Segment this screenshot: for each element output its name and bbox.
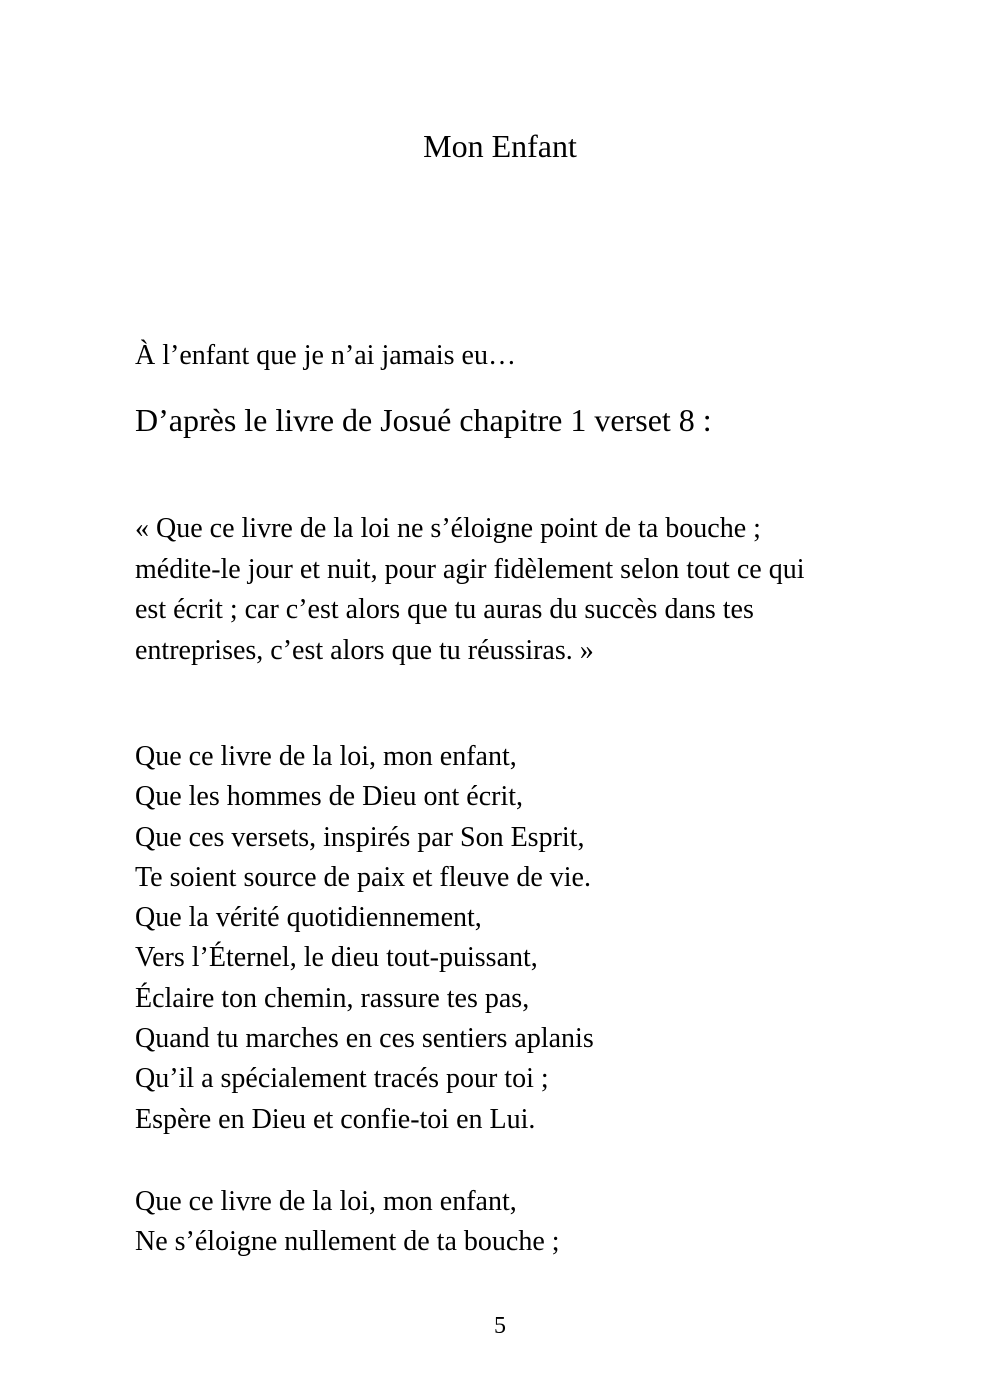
quote-line: entreprises, c’est alors que tu réussiras. » xyxy=(135,634,594,666)
page-title: Mon Enfant xyxy=(423,128,577,164)
verse-line: Que ce livre de la loi, mon enfant, xyxy=(135,741,517,772)
poem-stanza-1 xyxy=(135,737,895,1140)
verse-line: Que ces versets, inspirés par Son Esprit, xyxy=(135,821,585,853)
scripture-reference: D’après le livre de Josué chapitre 1 verset 8 : xyxy=(135,402,712,438)
dedication: À l’enfant que je n’ai jamais eu… xyxy=(135,340,516,371)
verse-line: Ne s’éloigne nullement de ta bouche ; xyxy=(135,1226,560,1258)
quote-line: est écrit ; car c’est alors que tu auras du succès dans tes xyxy=(135,594,754,625)
scripture-quote xyxy=(135,509,895,671)
verse-line: Éclaire ton chemin, rassure tes pas, xyxy=(135,982,530,1014)
verse-line: Quand tu marches en ces sentiers aplanis xyxy=(135,1023,594,1055)
page-number: 5 xyxy=(494,1313,506,1339)
verse-line: Que les hommes de Dieu ont écrit, xyxy=(135,781,524,813)
verse-line: Espère en Dieu et confie-toi en Lui. xyxy=(135,1103,536,1135)
quote-line: médite-le jour et nuit, pour agir fidèlement selon tout ce qui xyxy=(135,553,805,585)
verse-line: Te soient source de paix et fleuve de vie. xyxy=(135,861,591,893)
verse-line: Que ce livre de la loi, mon enfant, xyxy=(135,1186,517,1217)
quote-line: « Que ce livre de la loi ne s’éloigne point de ta bouche ; xyxy=(135,513,761,544)
verse-line: Qu’il a spécialement tracés pour toi ; xyxy=(135,1063,549,1095)
verse-line: Que la vérité quotidiennement, xyxy=(135,902,482,934)
poem-stanza-2 xyxy=(135,1182,895,1263)
verse-line: Vers l’Éternel, le dieu tout-puissant, xyxy=(135,942,538,974)
